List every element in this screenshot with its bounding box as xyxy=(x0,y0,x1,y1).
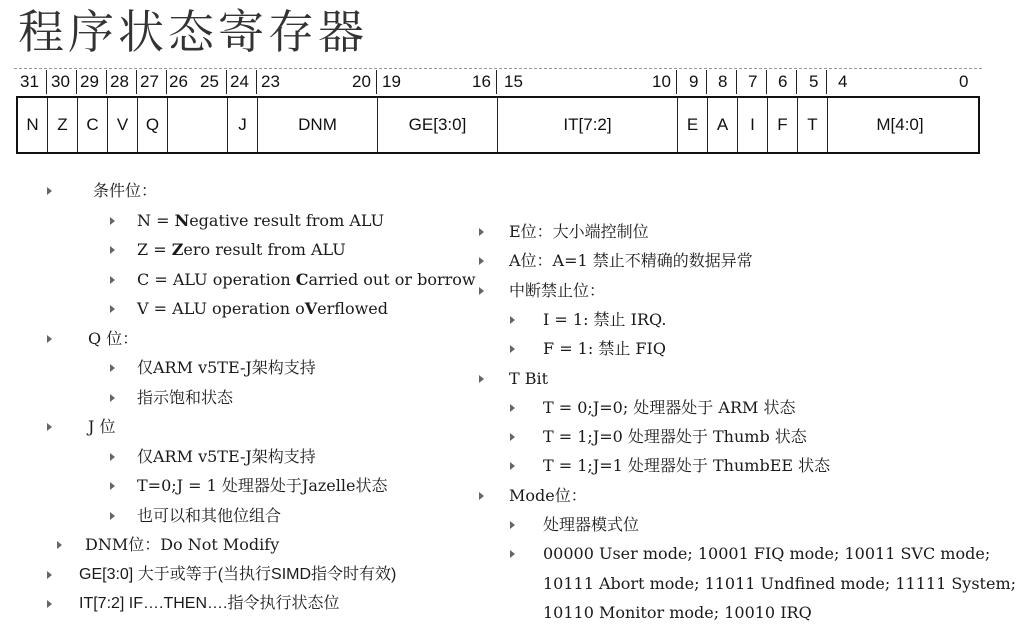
bullet-icon xyxy=(110,276,115,284)
bit-number: 8 xyxy=(718,72,728,91)
register-field: Q xyxy=(138,98,168,152)
list-item xyxy=(137,447,316,467)
list-item xyxy=(88,417,116,437)
bit-divider xyxy=(796,70,797,94)
bit-number: 23 xyxy=(261,72,280,91)
text-run: 10110 Monitor mode; 10010 IRQ xyxy=(543,602,812,622)
bit-number: 5 xyxy=(809,72,819,91)
text-run: J 位 xyxy=(88,417,116,436)
register-field: E xyxy=(678,98,708,152)
bit-number: 31 xyxy=(20,72,39,91)
bit-number: 26 xyxy=(169,72,188,91)
bit-divider xyxy=(46,70,47,94)
text-run: 00000 User mode; 10001 FIQ mode; 10011 SVC mode; xyxy=(543,544,991,564)
bit-divider xyxy=(736,70,737,94)
bit-number: 15 xyxy=(504,72,523,91)
bit-divider xyxy=(766,70,767,94)
bullet-icon xyxy=(510,550,515,558)
register-field: C xyxy=(78,98,108,152)
bullet-icon xyxy=(110,364,115,372)
register-field: J xyxy=(228,98,258,152)
text-run: arried out or borrow xyxy=(308,269,476,289)
bit-number: 0 xyxy=(959,72,969,91)
list-item xyxy=(509,251,753,271)
bullet-icon xyxy=(110,246,115,254)
text-run: T = 0;J=0; 处理器处于 ARM 状态 xyxy=(543,397,796,417)
list-item xyxy=(543,456,830,476)
bit-number: 10 xyxy=(652,72,671,91)
list-item xyxy=(85,535,279,555)
list-item xyxy=(137,270,476,290)
text-run: 仅ARM v5TE-J架构支持 xyxy=(137,446,316,466)
register-field: Z xyxy=(48,98,78,152)
text-run: A位：A=1 禁止不精确的数据异常 xyxy=(509,251,753,271)
bit-number: 27 xyxy=(140,72,159,91)
bit-number: 7 xyxy=(748,72,758,91)
text-run: V = ALU operation o xyxy=(137,299,305,318)
bullet-icon xyxy=(510,462,515,470)
bit-number: 9 xyxy=(689,72,699,91)
register-field: M[4:0] xyxy=(876,115,924,134)
list-item xyxy=(543,544,990,564)
bit-number: 30 xyxy=(51,72,70,91)
bullet-icon xyxy=(110,394,115,402)
bit-divider xyxy=(226,70,227,94)
text-run: GE[3:0] 大于或等于(当执行SIMD指令时有效) xyxy=(79,565,397,583)
text-run: 也可以和其他位组合 xyxy=(137,505,282,525)
bullet-icon xyxy=(47,335,52,343)
text-run: I = 1: 禁止 IRQ. xyxy=(543,309,667,329)
text-run: T Bit xyxy=(509,368,549,388)
bullet-icon xyxy=(110,512,115,520)
bit-divider xyxy=(826,70,827,94)
register-field: V xyxy=(108,98,138,152)
bullet-icon xyxy=(57,541,62,549)
list-item xyxy=(509,281,605,301)
bit-number: 28 xyxy=(110,72,129,91)
text-run: E位：大小端控制位 xyxy=(509,222,649,241)
list-item xyxy=(509,369,548,389)
register-field: I xyxy=(738,98,768,152)
list-item xyxy=(137,506,281,526)
bit-divider xyxy=(676,70,677,94)
register-field: N xyxy=(18,98,48,152)
top-dashed-line xyxy=(14,68,982,69)
bit-number: 4 xyxy=(838,72,848,91)
bullet-icon xyxy=(47,600,52,608)
text-run: 条件位： xyxy=(93,181,158,200)
register-field: GE[3:0] xyxy=(378,98,498,152)
list-item xyxy=(79,565,396,585)
list-item xyxy=(88,329,138,349)
bit-divider xyxy=(106,70,107,94)
bullet-icon xyxy=(479,257,484,265)
bold-letter: Z xyxy=(171,240,184,259)
bit-divider xyxy=(76,70,77,94)
bold-letter: N xyxy=(174,210,190,230)
list-item xyxy=(137,211,384,231)
bit-number: 24 xyxy=(230,72,249,91)
text-run: 仅ARM v5TE-J架构支持 xyxy=(137,358,316,377)
register-diagram xyxy=(14,68,982,158)
bullet-icon xyxy=(479,228,484,236)
text-run: Q 位： xyxy=(88,328,139,348)
bullet-icon xyxy=(510,345,515,353)
text-run: 指示饱和状态 xyxy=(137,387,234,407)
text-run: F = 1: 禁止 FIQ xyxy=(543,339,666,359)
text-run: 中断禁止位： xyxy=(509,280,606,300)
bit-divider xyxy=(376,70,377,94)
register-field xyxy=(168,98,228,152)
list-item xyxy=(543,603,812,623)
text-run: T = 1;J=0 处理器处于 Thumb 状态 xyxy=(543,427,807,447)
bullet-icon xyxy=(110,217,115,225)
bullet-icon xyxy=(110,482,115,490)
bold-letter: V xyxy=(304,299,318,318)
list-item xyxy=(543,515,639,535)
text-run: T=0;J = 1 处理器处于Jazelle状态 xyxy=(137,476,388,495)
bit-number: 19 xyxy=(382,72,401,91)
bullet-icon xyxy=(110,453,115,461)
bullet-icon xyxy=(510,404,515,412)
bit-number: 16 xyxy=(472,72,491,91)
text-run: N = xyxy=(137,210,175,230)
bold-letter: C xyxy=(295,269,309,289)
bullet-icon xyxy=(510,316,515,324)
bullet-icon xyxy=(47,423,52,431)
bit-divider xyxy=(256,70,257,94)
list-item xyxy=(509,486,587,506)
list-item xyxy=(137,388,233,408)
bullet-icon xyxy=(47,571,52,579)
bit-number: 6 xyxy=(778,72,788,91)
list-item xyxy=(93,181,157,201)
bullet-icon xyxy=(510,433,515,441)
bit-divider xyxy=(706,70,707,94)
text-run: C = ALU operation xyxy=(137,269,296,289)
text-run: ero result from ALU xyxy=(183,240,346,259)
list-item xyxy=(543,339,666,359)
bit-divider xyxy=(136,70,137,94)
register-field: IT[7:2] xyxy=(498,98,678,152)
list-item xyxy=(509,222,649,242)
bullet-icon xyxy=(479,492,484,500)
text-run: 10111 Abort mode; 11011 Undfined mode; 11111 System; xyxy=(543,573,1017,593)
list-item xyxy=(543,574,1016,594)
list-item xyxy=(137,476,387,496)
bit-divider xyxy=(496,70,497,94)
page-title: 程序状态寄存器 xyxy=(18,5,368,59)
bit-number: 25 xyxy=(200,72,219,91)
list-item xyxy=(137,299,388,319)
text-run: Z = xyxy=(137,240,172,259)
register-field: DNM xyxy=(258,98,378,152)
text-run: T = 1;J=1 处理器处于 ThumbEE 状态 xyxy=(543,456,831,476)
register-field: T xyxy=(798,98,828,152)
bullet-icon xyxy=(110,305,115,313)
list-item xyxy=(79,594,339,614)
text-run: IT[7:2] IF….THEN….指令执行状态位 xyxy=(79,595,340,612)
text-run: DNM位：Do Not Modify xyxy=(85,535,280,554)
bit-number: 20 xyxy=(352,72,371,91)
bullet-icon xyxy=(510,521,515,529)
register-field: F xyxy=(768,98,798,152)
list-item xyxy=(137,358,316,378)
text-run: Mode位： xyxy=(509,485,587,505)
text-run: erflowed xyxy=(317,299,388,318)
list-item xyxy=(543,398,795,418)
bit-number: 29 xyxy=(80,72,99,91)
register-field-row xyxy=(16,96,980,154)
bullet-icon xyxy=(479,287,484,295)
list-item xyxy=(543,427,807,447)
list-item xyxy=(543,310,666,330)
bullet-icon xyxy=(479,375,484,383)
text-run: egative result from ALU xyxy=(189,210,385,230)
text-run: 处理器模式位 xyxy=(543,515,640,534)
bullet-icon xyxy=(47,187,52,195)
register-field: A xyxy=(708,98,738,152)
bit-divider xyxy=(166,70,167,94)
list-item xyxy=(137,240,346,260)
